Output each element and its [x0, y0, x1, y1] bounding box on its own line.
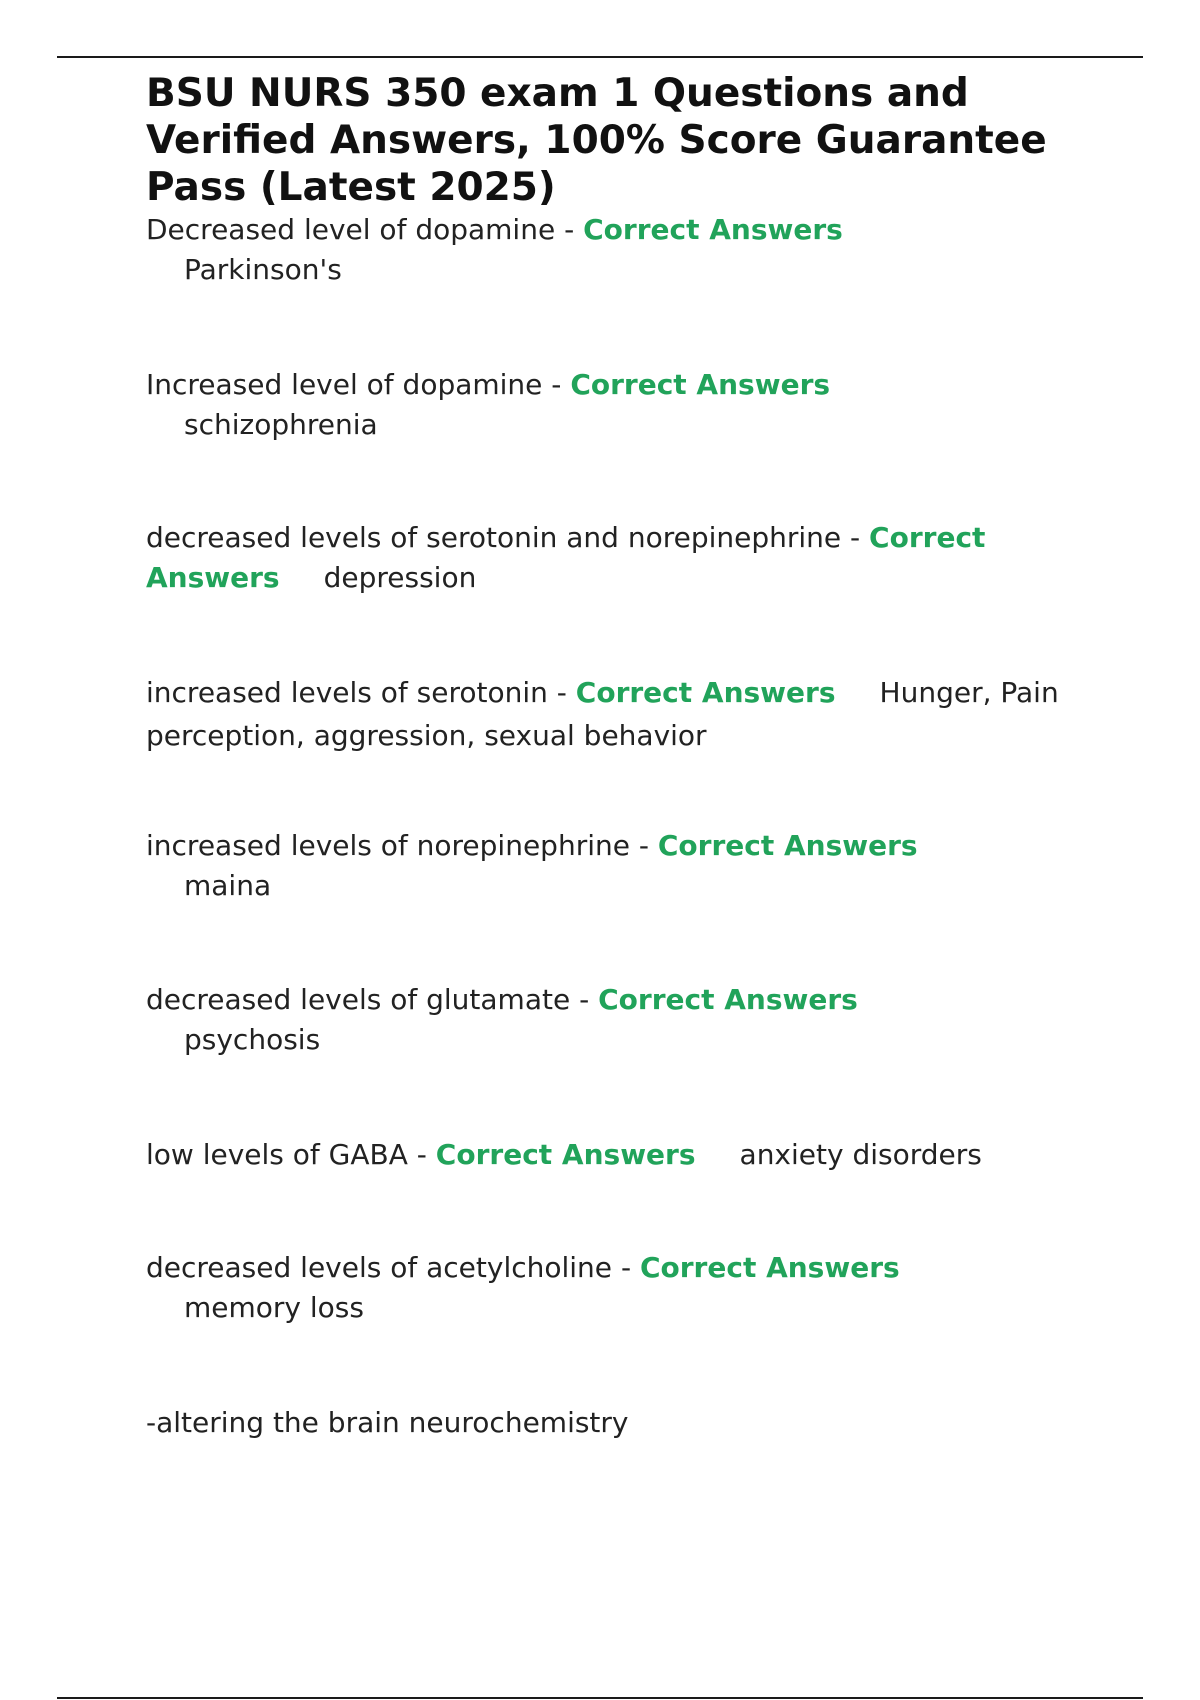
correct-answers-label: Correct Answers: [570, 368, 831, 401]
document-title: BSU NURS 350 exam 1 Questions and Verified Answers, 100% Score Guarantee Pass (Latest 2025): [146, 71, 1047, 210]
question-text: decreased levels of acetylcholine: [146, 1251, 613, 1284]
qa-item: [146, 365, 1076, 445]
answer-text: depression: [323, 561, 477, 594]
separator: -: [542, 368, 571, 401]
question-text: increased levels of norepinephrine: [146, 829, 630, 862]
separator: -: [407, 1138, 436, 1171]
qa-item: [146, 980, 1076, 1060]
answer-text: anxiety disorders: [739, 1138, 982, 1171]
qa-item: [146, 826, 1076, 906]
qa-item: [146, 210, 1076, 290]
question-text: decreased levels of glutamate: [146, 983, 571, 1016]
question-text: decreased levels of serotonin and norepinephrine: [146, 521, 842, 554]
qa-item: [146, 518, 1076, 598]
answer-text: memory loss: [184, 1291, 364, 1324]
separator: -: [612, 1251, 640, 1284]
qa-item: [146, 1135, 1076, 1175]
answer-text: Hunger, Pain perception, aggression, sexual behavior: [146, 676, 1059, 752]
separator: -: [629, 829, 658, 862]
correct-answers-label: Correct Answers: [146, 521, 986, 594]
correct-answers-label: Correct Answers: [639, 1251, 900, 1284]
question-text: Decreased level of dopamine: [146, 213, 556, 246]
correct-answers-label: Correct Answers: [435, 1138, 696, 1171]
qa-item: [146, 671, 1076, 757]
separator: -: [841, 521, 870, 554]
question-text: Increased level of dopamine: [146, 368, 543, 401]
correct-answers-label: Correct Answers: [575, 676, 836, 709]
answer-text: maina: [184, 869, 272, 902]
qa-item: [146, 1248, 1076, 1328]
answer-text: Parkinson's: [184, 253, 342, 286]
separator: -: [570, 983, 599, 1016]
answer-text: schizophrenia: [184, 408, 378, 441]
separator: -: [547, 676, 576, 709]
top-rule: [57, 56, 1143, 58]
correct-answers-label: Correct Answers: [657, 829, 918, 862]
correct-answers-label: Correct Answers: [598, 983, 858, 1016]
answer-text: psychosis: [184, 1023, 321, 1056]
bottom-rule: [57, 1697, 1143, 1699]
separator: -: [555, 213, 584, 246]
trailing-text: -altering the brain neurochemistry: [146, 1406, 629, 1439]
correct-answers-label: Correct Answers: [583, 213, 843, 246]
question-text: increased levels of serotonin: [146, 676, 548, 709]
question-text: low levels of GABA: [146, 1138, 408, 1171]
